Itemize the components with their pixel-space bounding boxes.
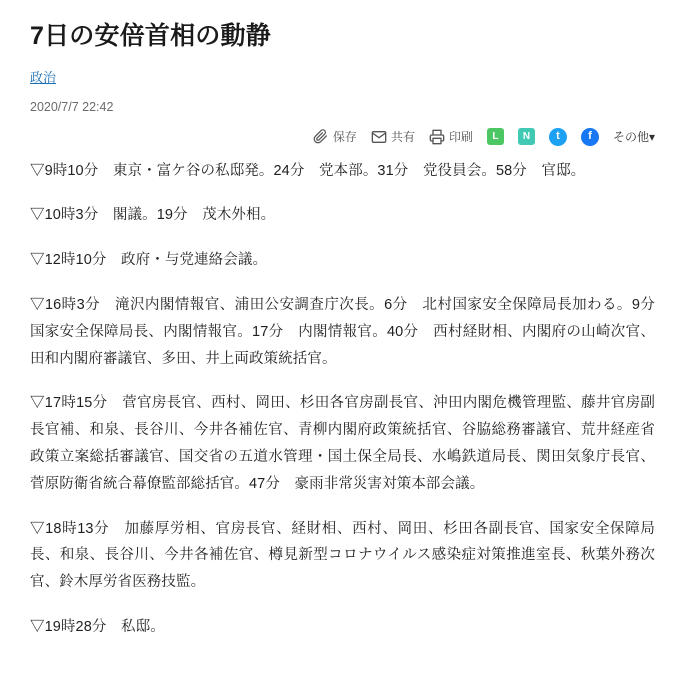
paperclip-icon [313, 129, 329, 145]
print-button[interactable] [429, 128, 473, 145]
article-timestamp: 2020/7/7 22:42 [30, 99, 114, 114]
save-button[interactable] [313, 128, 357, 145]
page-title: 7日の安倍首相の動静 [30, 22, 271, 50]
article-paragraph: ▽9時10分 東京・富ケ谷の私邸発。24分 党本部。31分 党役員会。58分 官邸。 [30, 162, 586, 179]
facebook-icon-label: f [588, 130, 592, 142]
line-icon-label: L [492, 130, 499, 142]
save-label: 保存 [332, 130, 357, 144]
share-label: 共有 [390, 130, 415, 144]
article-paragraph: ▽19時28分 私邸。 [30, 619, 165, 636]
mail-icon [371, 129, 387, 145]
twitter-icon-label: t [556, 130, 560, 142]
category-link[interactable]: 政治 [30, 69, 57, 85]
article-body [30, 158, 670, 641]
share-toolbar [30, 124, 655, 156]
note-share-button[interactable] [518, 128, 535, 145]
share-button[interactable] [371, 128, 415, 145]
facebook-share-button[interactable] [581, 128, 599, 146]
article-paragraph: ▽17時15分 菅官房長官、西村、岡田、杉田各官房副長官、沖田内閣危機管理監、藤井官房副長官補、和泉、長谷川、今井各補佐官、青柳内閣府政策統括官、谷脇総務審議官、荒井経産省政策立案総括審議官、国交省の五道水管理・国土保全局長、水嶋鉄道局長、関田気象庁長官、菅原防衛省統合幕僚監部総括官。47分 豪雨非常災害対策本部会議。 [30, 395, 655, 492]
print-label: 印刷 [448, 130, 473, 144]
article-paragraph: ▽18時13分 加藤厚労相、官房長官、経財相、西村、岡田、杉田各副長官、国家安全保障局長、和泉、長谷川、今井各補佐官、樽見新型コロナウイルス感染症対策推進室長、秋葉外務次官、鈴木厚労省医務技監。 [30, 520, 655, 591]
note-icon [518, 128, 535, 145]
more-options-button[interactable]: その他▾ [612, 130, 655, 144]
article-paragraph: ▽10時3分 閣議。19分 茂木外相。 [30, 207, 276, 224]
article-paragraph: ▽12時10分 政府・与党連絡会議。 [30, 252, 268, 269]
line-share-button[interactable] [487, 128, 504, 145]
article-paragraph: ▽16時3分 滝沢内閣情報官、浦田公安調査庁次長。6分 北村国家安全保障局長加わる。9分 国家安全保障局長、内閣情報官。17分 内閣情報官。40分 西村経財相、内閣府の山崎次官、田和内閣府審議官、多田、井上両政策統括官。 [30, 296, 670, 367]
printer-icon [429, 129, 445, 145]
facebook-icon [581, 128, 599, 146]
twitter-icon [549, 128, 567, 146]
note-icon-label: N [522, 130, 531, 142]
twitter-share-button[interactable] [549, 128, 567, 146]
line-icon [487, 128, 504, 145]
